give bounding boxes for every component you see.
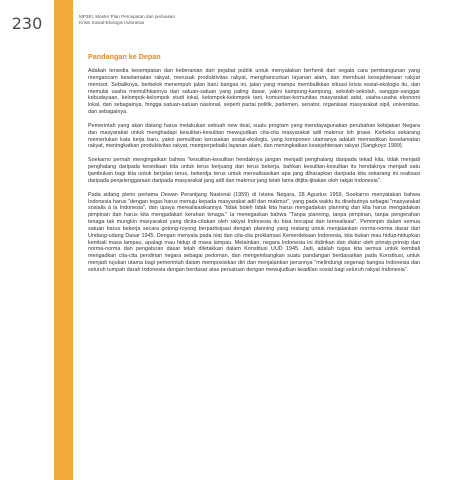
- paragraph-4: Pada sidang pleno pertama Dewan Perantjang Nasional (1959) di Istana Negara, 28 Agustus 1959, Soekarno menyatakan bahwa Indonesia harus "dengan tegas harus menuju kepada masyarakat adil dan makmur", yang pada waktu itu disebutnya sebagai "masyarakat sosialis à la Indonesia", dan upaya merealisasikannya "tidak boleh tidak kita harus mengadakan planning dan kita harus mengadakan pimpinan dan harus kita mengadakan kerahan tenaga." Ia menegaskan bahwa "Tanpa planning, tanpa pimpinan, tanpa pengerahan tenaga tak mungkin masyarakat yang dicita-citakan oleh rakyat Indonesia itu bisa tercapai dan ternealisasi". Pemimpin dalam semua satuan harus bekerja secara gotong-royong berpartisipasi dengan planning yang matang untuk menjalankan norma-norma dasar dari Undang-udang Dasar 1945. Dengan menyala pada niat dan cita-cita proklamasi Kemerdekaan Indonesia, kita bukan mau hidup-hidupkan kembali masa lampau, apalagi mau hidup di masa lampau. Melainkan, negara Indonesia ini didirikan dan diatur oleh prinsip-prinsip dan norma-norma dan pengaturan dasar telah diletakkan dalam Konstitusi UUD 1945. Jadi, adalah tugas kita semua untuk kembali mengadkan cita-cita pendirian negara sebagai pedoman, dan mengembangkan suatu pandangan berdasarkan pada Konstitusi, untuk menjadi rujukan utama bagi pemerintah dalam memposisikan diri dan menjalankan perannya "melindungi segenap bangsa Indonesia dan seluruh tumpah darah Indonesia dengan berdasar atas persatuan dengan mewujudkan keadilan sosial bagi seluruh rakyat Indonesia".: [88, 191, 420, 273]
- running-title-line1: MP3EI, Master Plan Percepatan dan perluasan: [79, 14, 176, 19]
- paragraph-1: Adakah tersedia kesempatan dan keberanian dari pejabat publik untuk menyatakan berhenti dari segala cara pembangunan yang mengancam keselamatan rakyat, merusak produktivitas rakyat, menghancurkan layanan alam, dan membuat kesejahteraan rakyat merosot. Sebaliknya, berbelok menempuh jalan baru bangsa ini, jalan yang mampu membalikkan situasi krisis sosial-ekologis itu, dan memulai usaha memulihkannya dari satuan-satuan yang paling dasar, yakni kampung-kampung, sekolah-sekolah, sanggar-sanggar kebudayaan, kelompok-kelompok studi lokal, kelompok-kelompok tani, komunitas-komunitas masyarakat adat, usaha-usaha ekonomi lokal, dan sebagainya, hingga satuan-satuan nasional, seperti partai politik, parlemen, senator, organisasi masyarakat sipil, universitas, dan sebagainya.: [88, 68, 420, 116]
- paragraph-2: Pemerintah yang akan datang harus melakukan sebuah new deal, suatu program yang mendayagunakan perubahan kebijakan Negara dan masyarakat untuk menghadapi kesulitan-kesulitan mewujudkan cita-cita masyarakat adil makmur loh jinawi. Kerbeka sekarang memerlukan kata kerja baru, yakni pemulihan kerusakan sosial-ekologis, yang komponen utamanya adalah memastikan keselamatan rakyat, meningkatkan produktivitas rakyat, memperpebaiki layanan alam, dan meningkatkan kesejahteraan rakyat (Sangkoyo 1999).: [88, 122, 420, 150]
- running-title-line2: Krisis Sosial-Ekologis Indonesia: [79, 20, 145, 25]
- running-header: [79, 14, 379, 26]
- paragraph-3: Soekarno pernah mengingatkan bahwa "kesulitan-kesulitan hendaknya jangan menjadi penghalang daripada tekad kita, tidak menjadi penghalang daripada kesediaan kita untuk terus berjuang dan terus bekerja, bahkan kesulitan-kesulitan itu hendaknya menjadi satu tjambukan bagi kita untuk berjalan terus, bekerdja terus untuk merealisasikan apa jang diharapkan daripada kita sekarang ini realisasi daripada penjelenggaraan daripada masyarakat jang adil dan makmur jang telah lama ditjita-tjitakan oleh rakjat Indonesia".: [88, 157, 420, 184]
- section-title: Pandangan ke Depan: [88, 52, 161, 61]
- main-content: [88, 52, 420, 281]
- margin-accent-bar: [54, 0, 73, 480]
- page-number: 230: [11, 14, 43, 33]
